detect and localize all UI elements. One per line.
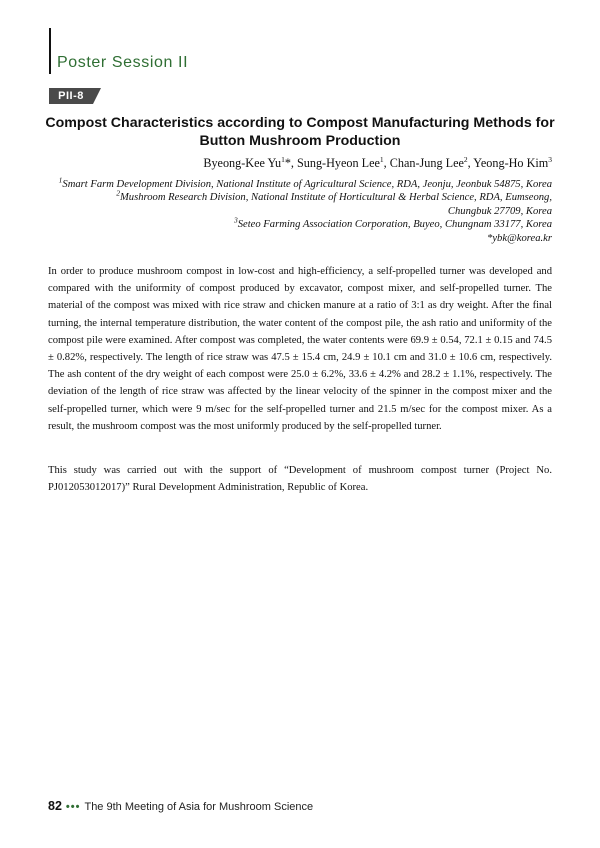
author-name: Yeong-Ho Kim [473, 156, 549, 170]
poster-tag-label: PII-8 [49, 88, 93, 104]
paper-title-line-2: Button Mushroom Production [199, 133, 401, 149]
author [297, 156, 390, 170]
section-title: Poster Session II [57, 54, 189, 71]
acknowledgement-paragraph: This study was carried out with the support of “Development of mushroom compost turner (Project No. PJ012053012017)” Rural Development Administration, Republic of Korea. [48, 465, 552, 494]
affiliation-number: 2 [116, 188, 120, 198]
author-affiliation-mark: 1 [281, 154, 285, 164]
abstract-paragraph: In order to produce mushroom compost in low-cost and high-efficiency, a self-propelled turner was developed and compared with the uniformity of compost produced by excavator, compost mixer, and self-propelled turner. The material of the compost was mixed with rice straw and chicken manure at a ratio of 3:1 as dry weight. After the final turning, the internal temperature distribution, the water content of the compost pile, the ash ratio and uniformity of the compost pile were examined. After compost was completed, the water contents were 69.9 ± 0.54, 72.1 ± 0.15 and 74.5 ± 0.82%, respectively. The length of rice straw was 47.5 ± 15.4 cm, 24.9 ± 10.1 cm and 31.0 ± 10.6 cm, respectively. The ash content of the dry weight of each compost were 25.0 ± 6.2%, 33.6 ± 4.2% and 28.2 ± 1.1%, respectively. The deviation of the length of rice straw was affected by the linear velocity of the spinner in the compost mixer and the self-propelled turner, which were 9 m/sec for the self-propelled turner and 21.5 m/sec for the compost mixer. As a result, the mushroom compost was the most uniformly produced by the self-propelled turner. [48, 266, 552, 432]
author-separator: , [290, 156, 297, 170]
footer-dots: ••• [65, 801, 81, 813]
corresponding-email: *ybk@korea.kr [487, 232, 552, 244]
header-rule [49, 28, 51, 74]
author-separator: , [467, 156, 474, 170]
author-affiliation-mark: 3 [548, 154, 552, 164]
affiliation-list [32, 175, 552, 245]
affiliation [32, 175, 552, 191]
affiliation-text: Chungbuk 27709, Korea [447, 205, 552, 217]
corresponding-mark: * [284, 156, 291, 170]
page-number: 82 [48, 799, 62, 813]
author [203, 156, 297, 170]
poster-tag-notch [93, 88, 101, 104]
page-footer [48, 799, 313, 813]
author-affiliation-mark: 1 [379, 154, 384, 164]
author-separator: , [383, 156, 390, 170]
affiliation [32, 215, 552, 231]
conference-name: The 9th Meeting of Asia for Mushroom Science [84, 801, 314, 813]
author-name: Sung-Hyeon Lee [297, 156, 380, 170]
author-name: Chan-Jung Lee [389, 156, 464, 170]
author-affiliation-mark: 2 [463, 154, 468, 164]
affiliation-text: Smart Farm Development Division, National Institute of Agricultural Science, RDA, Jeonju, Jeonbuk 54875, Korea [62, 179, 552, 190]
affiliation [32, 188, 552, 204]
paper-title-line-1: Compost Characteristics according to Compost Manufacturing Methods for [45, 115, 555, 131]
poster-tag [49, 88, 101, 104]
paper-title [40, 114, 560, 150]
author-name: Byeong-Kee Yu [203, 156, 282, 170]
author [473, 156, 552, 170]
affiliation-text: Mushroom Research Division, National Institute of Horticultural & Herbal Science, RDA, Eumseong, [119, 192, 552, 204]
affiliation-text: Seteo Farming Association Corporation, Buyeo, Chungnam 33177, Korea [237, 219, 552, 231]
author-list [203, 156, 552, 171]
affiliation [32, 205, 552, 218]
author [390, 156, 474, 170]
affiliation-number: 1 [58, 175, 63, 185]
affiliation-number: 3 [233, 215, 238, 225]
